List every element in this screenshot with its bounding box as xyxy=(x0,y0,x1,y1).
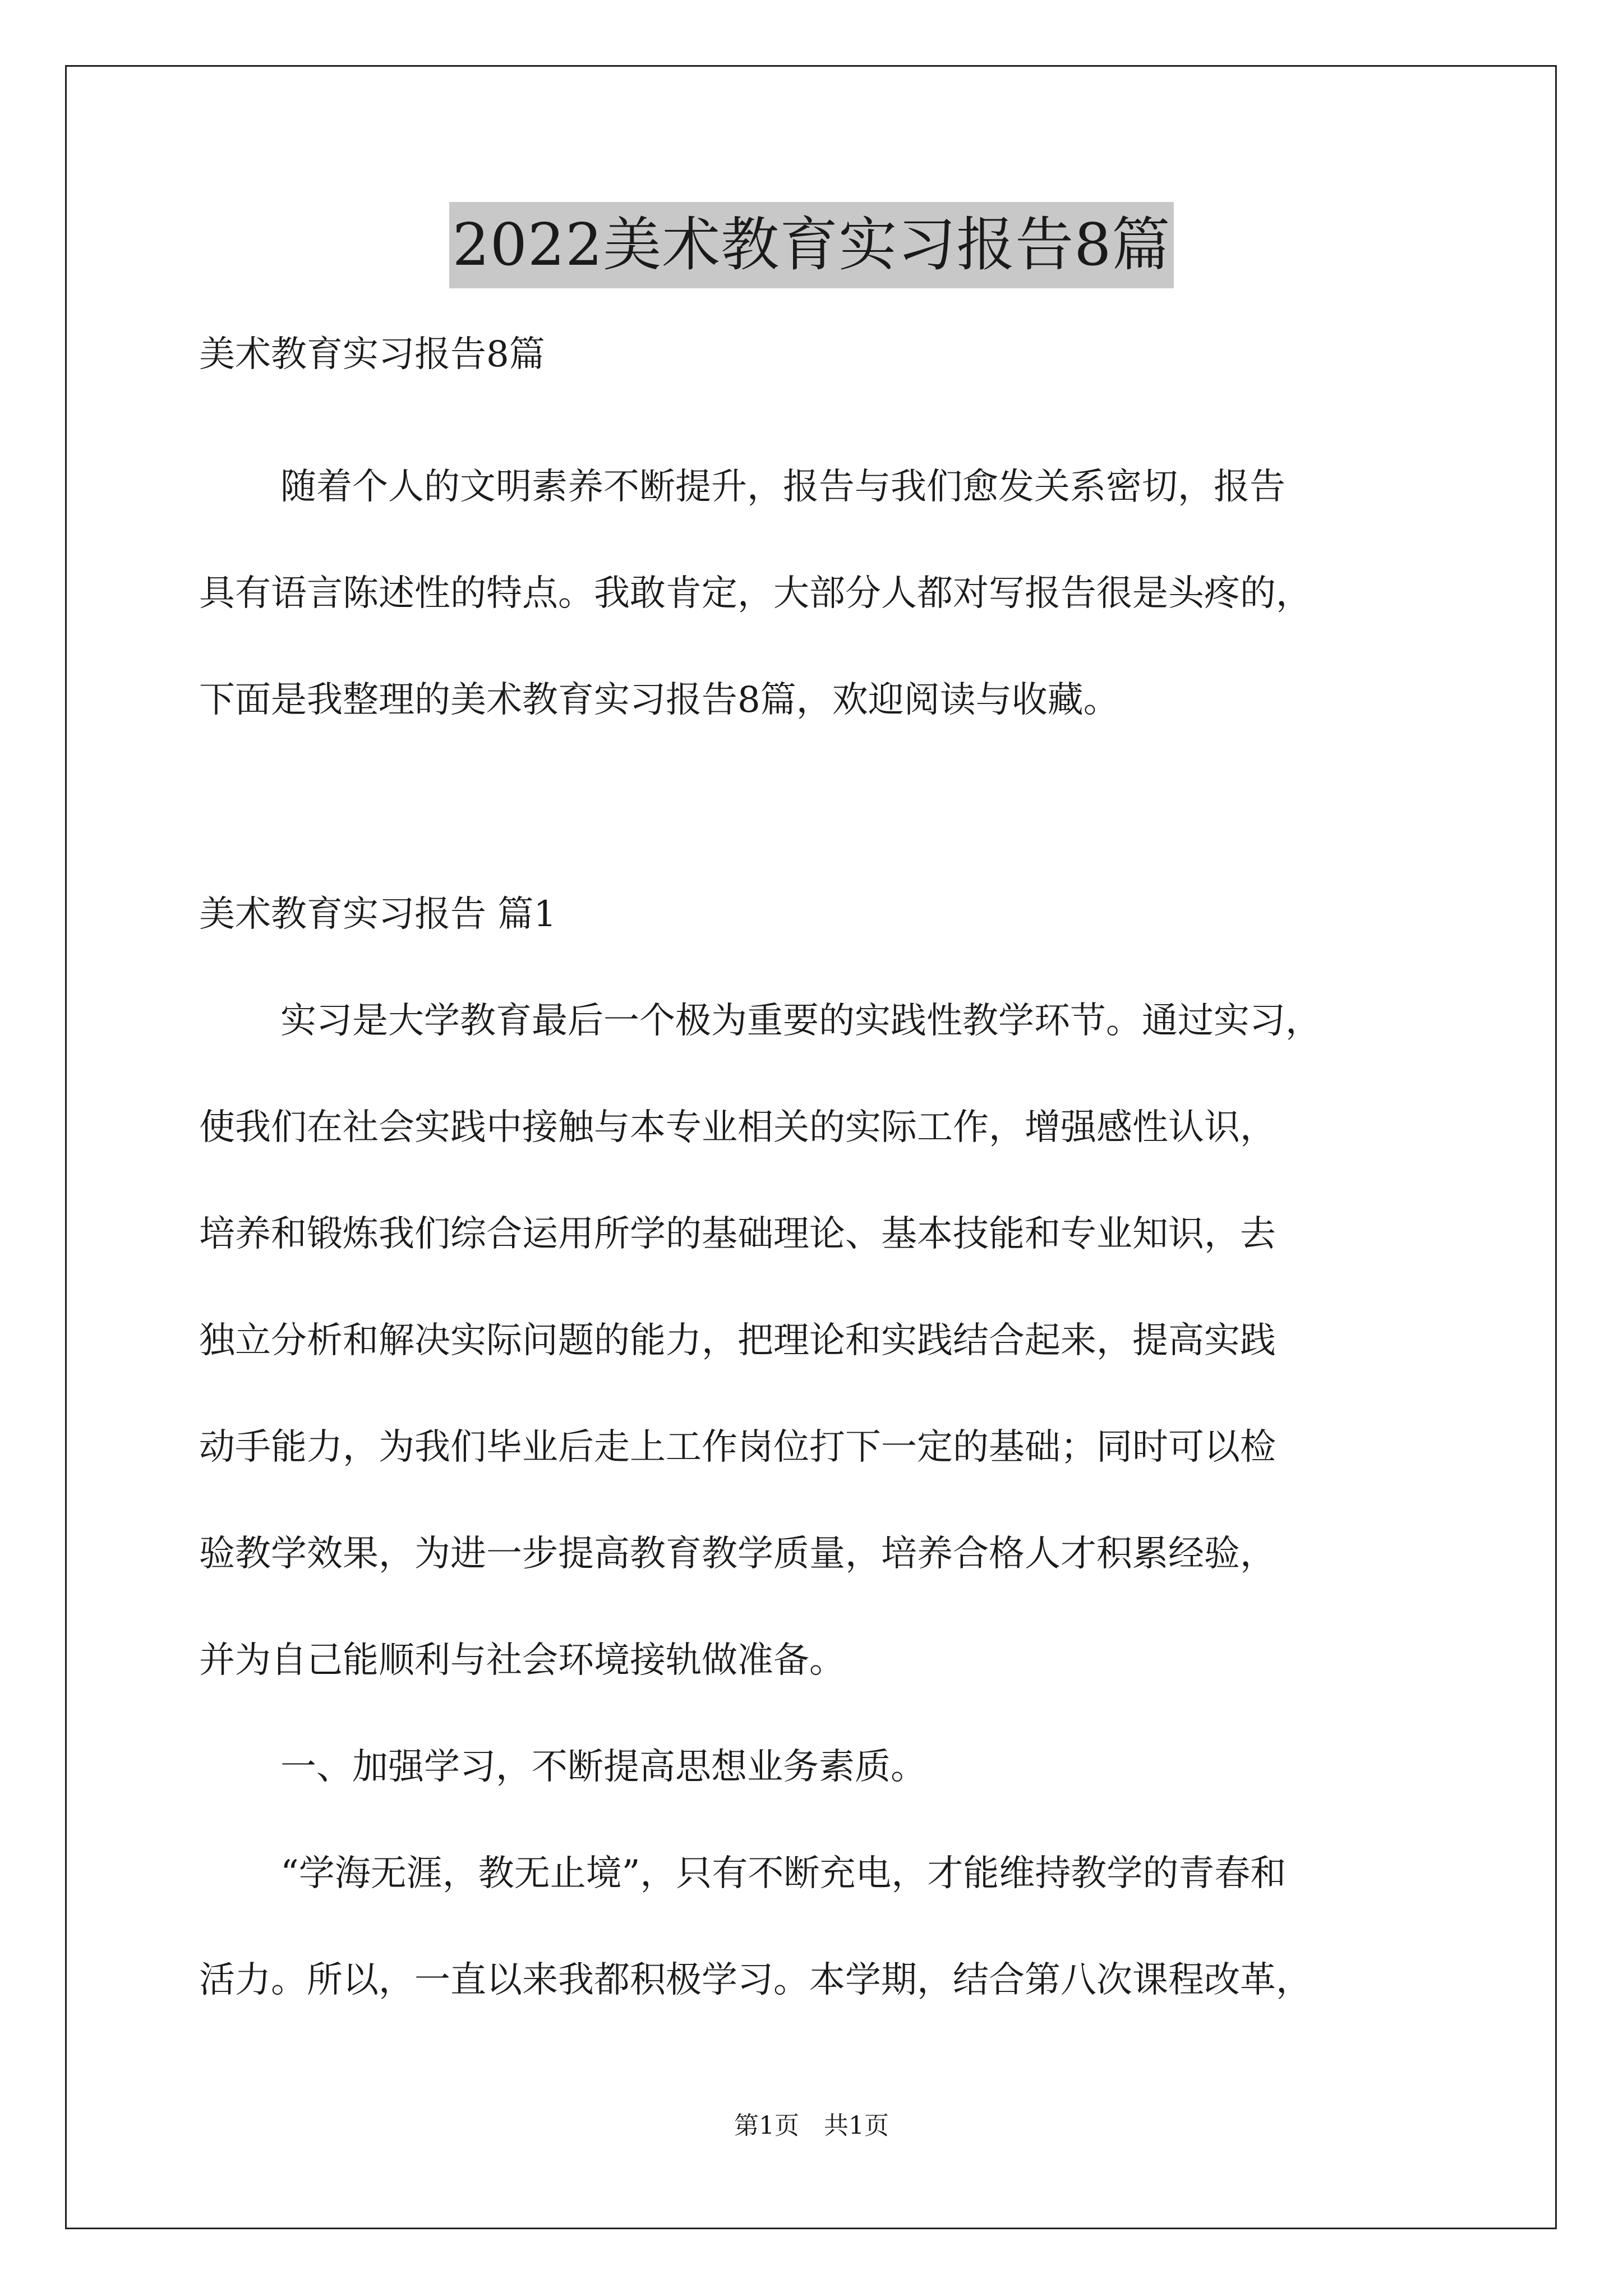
body-line-7: 并为自己能顺利与社会环境接轨做准备。 xyxy=(199,1640,845,1681)
body-line-5: 动手能力，为我们毕业后走上工作岗位打下一定的基础；同时可以检 xyxy=(199,1427,1276,1468)
section-heading: 美术教育实习报告 篇1 xyxy=(199,894,557,935)
subtitle: 美术教育实习报告8篇 xyxy=(199,334,545,375)
body-line-4: 独立分析和解决实际问题的能力，把理论和实践结合起来，提高实践 xyxy=(199,1320,1276,1361)
title-container xyxy=(0,202,1623,288)
body-line-8: “学海无涯，教无止境”，只有不断充电，才能维持教学的青春和 xyxy=(280,1853,1287,1894)
intro-line-2: 具有语言陈述性的特点。我敢肯定，大部分人都对写报告很是头疼的， xyxy=(199,573,1312,614)
intro-line-1: 随着个人的文明素养不断提升，报告与我们愈发关系密切，报告 xyxy=(280,466,1285,508)
intro-line-3: 下面是我整理的美术教育实习报告8篇，欢迎阅读与收藏。 xyxy=(199,679,1119,721)
body-line-9: 活力。所以，一直以来我都积极学习。本学期，结合第八次课程改革， xyxy=(199,1959,1312,2001)
body-line-1: 实习是大学教育最后一个极为重要的实践性教学环节。通过实习， xyxy=(280,1000,1321,1042)
subheading-1: 一、加强学习，不断提高思想业务素质。 xyxy=(280,1746,926,1788)
body-line-6: 验教学效果，为进一步提高教育教学质量，培养合格人才积累经验， xyxy=(199,1533,1276,1575)
page-footer: 第1页 共1页 xyxy=(734,2111,889,2140)
body-line-2: 使我们在社会实践中接触与本专业相关的实际工作，增强感性认识， xyxy=(199,1107,1276,1148)
document-title: 2022美术教育实习报告8篇 xyxy=(449,202,1174,288)
body-line-3: 培养和锻炼我们综合运用所学的基础理论、基本技能和专业知识，去 xyxy=(199,1213,1276,1255)
